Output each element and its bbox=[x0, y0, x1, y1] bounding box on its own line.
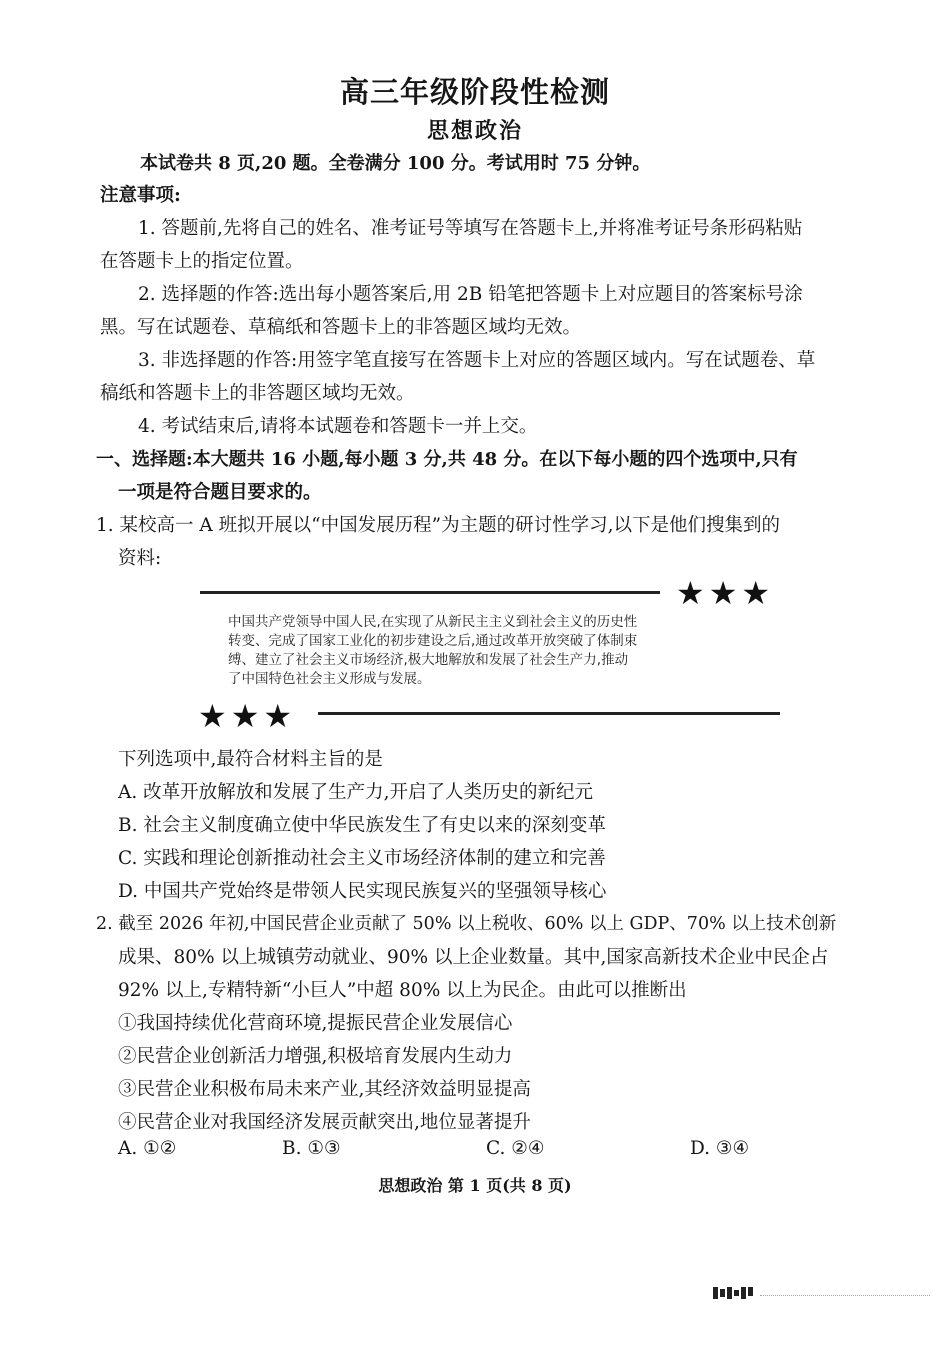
q2-item-1: ①我国持续优化营商环境,提振民营企业发展信心 bbox=[118, 1013, 513, 1034]
exam-info: 本试卷共 8 页,20 题。全卷满分 100 分。考试用时 75 分钟。 bbox=[140, 153, 651, 174]
note-1-line-1: 1. 答题前,先将自己的姓名、准考证号等填写在答题卡上,并将准考证号条形码粘贴 bbox=[138, 218, 803, 239]
q2-choice-a: A. ①② bbox=[118, 1138, 177, 1159]
material-line-1: 中国共产党领导中国人民,在实现了从新民主主义到社会主义的历史性 bbox=[228, 614, 638, 630]
q2-choice-b: B. ①③ bbox=[282, 1138, 341, 1159]
q2-stem-line-1: 2. 截至 2026 年初,中国民营企业贡献了 50% 以上税收、60% 以上 GDP、70% 以上技术创新 bbox=[96, 914, 837, 934]
note-3-line-2: 稿纸和答题卡上的非答题区域均无效。 bbox=[100, 383, 415, 404]
material-top-rule bbox=[200, 591, 660, 594]
note-2-line-2: 黑。写在试题卷、草稿纸和答题卡上的非答题区域均无效。 bbox=[100, 317, 582, 338]
q2-stem-line-3: 92% 以上,专精特新“小巨人”中超 80% 以上为民企。由此可以推断出 bbox=[118, 980, 687, 1001]
q2-item-4: ④民营企业对我国经济发展贡献突出,地位显著提升 bbox=[118, 1112, 531, 1133]
exam-title: 高三年级阶段性检测 bbox=[339, 75, 610, 109]
qr-code-icon bbox=[713, 1287, 755, 1300]
material-bottom-stars: ★★★ bbox=[198, 697, 297, 735]
q2-stem-line-2: 成果、80% 以上城镇劳动就业、90% 以上企业数量。其中,国家高新技术企业中民企占 bbox=[118, 947, 829, 968]
q1-option-a: A. 改革开放解放和发展了生产力,开启了人类历史的新纪元 bbox=[118, 782, 594, 803]
note-1-line-2: 在答题卡上的指定位置。 bbox=[100, 251, 304, 272]
subject-title: 思想政治 bbox=[426, 118, 523, 144]
q1-option-c: C. 实践和理论创新推动社会主义市场经济体制的建立和完善 bbox=[118, 848, 606, 869]
material-line-4: 了中国特色社会主义形成与发展。 bbox=[228, 671, 431, 687]
section-heading-line-1: 一、选择题:本大题共 16 小题,每小题 3 分,共 48 分。在以下每小题的四个选项中,只有 bbox=[96, 449, 798, 470]
q2-item-3: ③民营企业积极布局未来产业,其经济效益明显提高 bbox=[118, 1079, 531, 1100]
material-top-stars: ★★★ bbox=[676, 574, 775, 612]
page-footer: 思想政治 第 1 页(共 8 页) bbox=[378, 1176, 572, 1195]
section-heading-line-2: 一项是符合题目要求的。 bbox=[118, 482, 322, 503]
material-bottom-rule bbox=[318, 712, 780, 715]
material-line-2: 转变、完成了国家工业化的初步建设之后,通过改革开放突破了体制束 bbox=[228, 633, 638, 649]
q1-option-d: D. 中国共产党始终是带领人民实现民族复兴的坚强领导核心 bbox=[118, 881, 607, 902]
q1-option-b: B. 社会主义制度确立使中华民族发生了有史以来的深刻变革 bbox=[118, 815, 606, 836]
scan-trail bbox=[760, 1295, 930, 1297]
q2-choices bbox=[0, 1138, 950, 1162]
q2-item-2: ②民营企业创新活力增强,积极培育发展内生动力 bbox=[118, 1046, 513, 1067]
q1-stem-line-1: 1. 某校高一 A 班拟开展以“中国发展历程”为主题的研讨性学习,以下是他们搜集到的 bbox=[96, 515, 780, 536]
note-3-line-1: 3. 非选择题的作答:用签字笔直接写在答题卡上对应的答题区域内。写在试题卷、草 bbox=[138, 350, 816, 371]
q1-stem-line-2: 资料: bbox=[118, 548, 162, 569]
q2-choice-c: C. ②④ bbox=[486, 1138, 545, 1159]
material-line-3: 缚、建立了社会主义市场经济,极大地解放和发展了社会生产力,推动 bbox=[228, 652, 629, 668]
note-4: 4. 考试结束后,请将本试题卷和答题卡一并上交。 bbox=[138, 416, 538, 437]
q2-choice-d: D. ③④ bbox=[690, 1138, 750, 1159]
q1-prompt: 下列选项中,最符合材料主旨的是 bbox=[118, 749, 383, 770]
note-2-line-1: 2. 选择题的作答:选出每小题答案后,用 2B 铅笔把答题卡上对应题目的答案标号涂 bbox=[138, 284, 803, 305]
notes-heading: 注意事项: bbox=[100, 185, 181, 206]
